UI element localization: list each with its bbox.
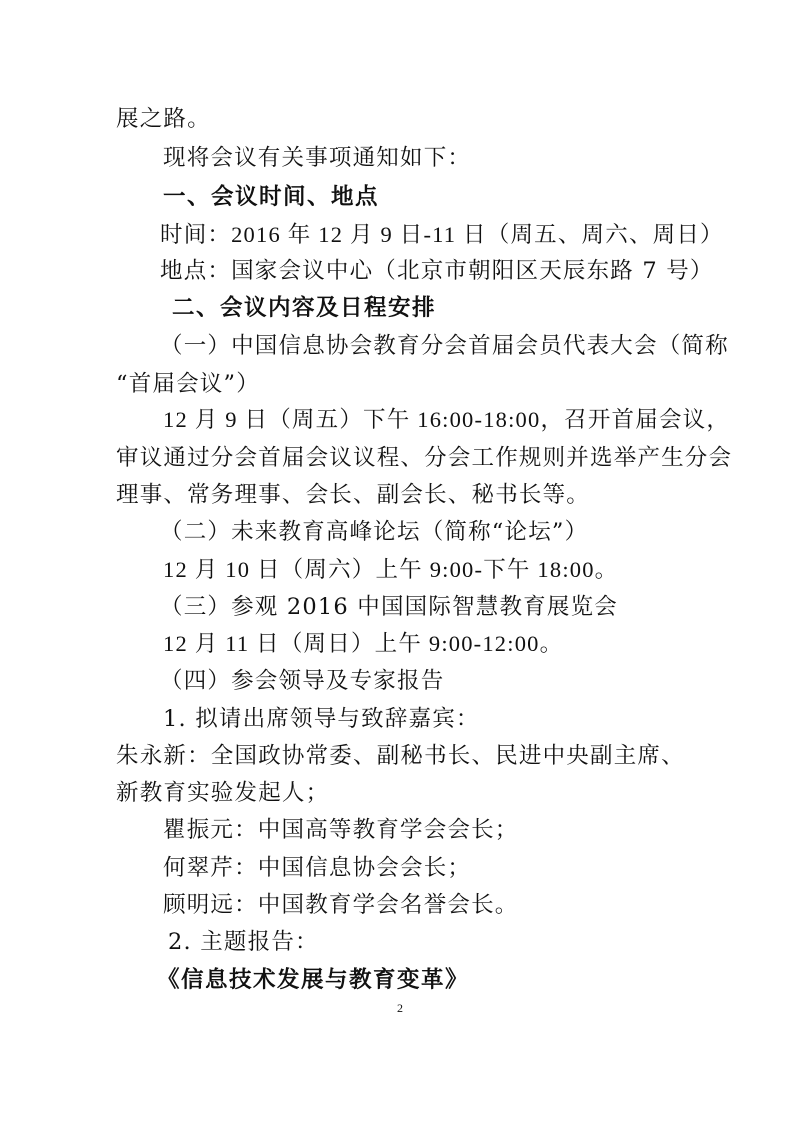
paragraph-line: 理事、常务理事、会长、副会长、秘书长等。	[116, 482, 591, 508]
schedule-line: 12 月 11 日（周日）上午 9:00-12:00。	[163, 631, 564, 656]
paragraph-line: 展之路。	[116, 106, 211, 132]
paragraph-line: 现将会议有关事项通知如下：	[163, 145, 472, 171]
subsection-heading-continued: “首届会议”）	[116, 371, 260, 397]
section-heading: 一、会议时间、地点	[163, 184, 380, 210]
list-item: 朱永新：全国政协常委、副秘书长、民进中央副主席、	[116, 743, 685, 769]
subsection-heading: （二）未来教育高峰论坛（简称“论坛”）	[160, 519, 589, 545]
list-item: 顾明远：中国教育学会名誉会长。	[163, 892, 519, 918]
schedule-line: 12 月 10 日（周六）上午 9:00-下午 18:00。	[163, 557, 619, 582]
section-heading: 二、会议内容及日程安排	[172, 295, 437, 321]
subsection-heading: （一）中国信息协会教育分会首届会员代表大会（简称	[160, 333, 729, 359]
schedule-line: 12 月 9 日（周五）下午 16:00-18:00，召开首届会议，	[163, 407, 731, 432]
list-item-continued: 新教育实验发起人；	[116, 780, 330, 806]
list-heading: 1. 拟请出席领导与致辞嘉宾：	[163, 706, 480, 732]
list-heading: 2. 主题报告：	[168, 929, 319, 955]
page-number: 2	[397, 1001, 403, 1015]
time-line: 时间：2016 年 12 月 9 日-11 日（周五、周六、周日）	[160, 222, 724, 247]
list-item: 何翠芹：中国信息协会会长；	[163, 855, 472, 881]
list-item: 瞿振元：中国高等教育学会会长；	[163, 817, 519, 843]
subsection-heading: （四）参会领导及专家报告	[160, 668, 445, 694]
subsection-heading: （三）参观 2016 中国国际智慧教育展览会	[160, 594, 618, 620]
paragraph-line: 审议通过分会首届会议议程、分会工作规则并选举产生分会	[116, 445, 733, 471]
location-line: 地点：国家会议中心（北京市朝阳区天辰东路 7 号）	[160, 258, 714, 284]
report-title: 《信息技术发展与教育变革》	[157, 967, 470, 993]
